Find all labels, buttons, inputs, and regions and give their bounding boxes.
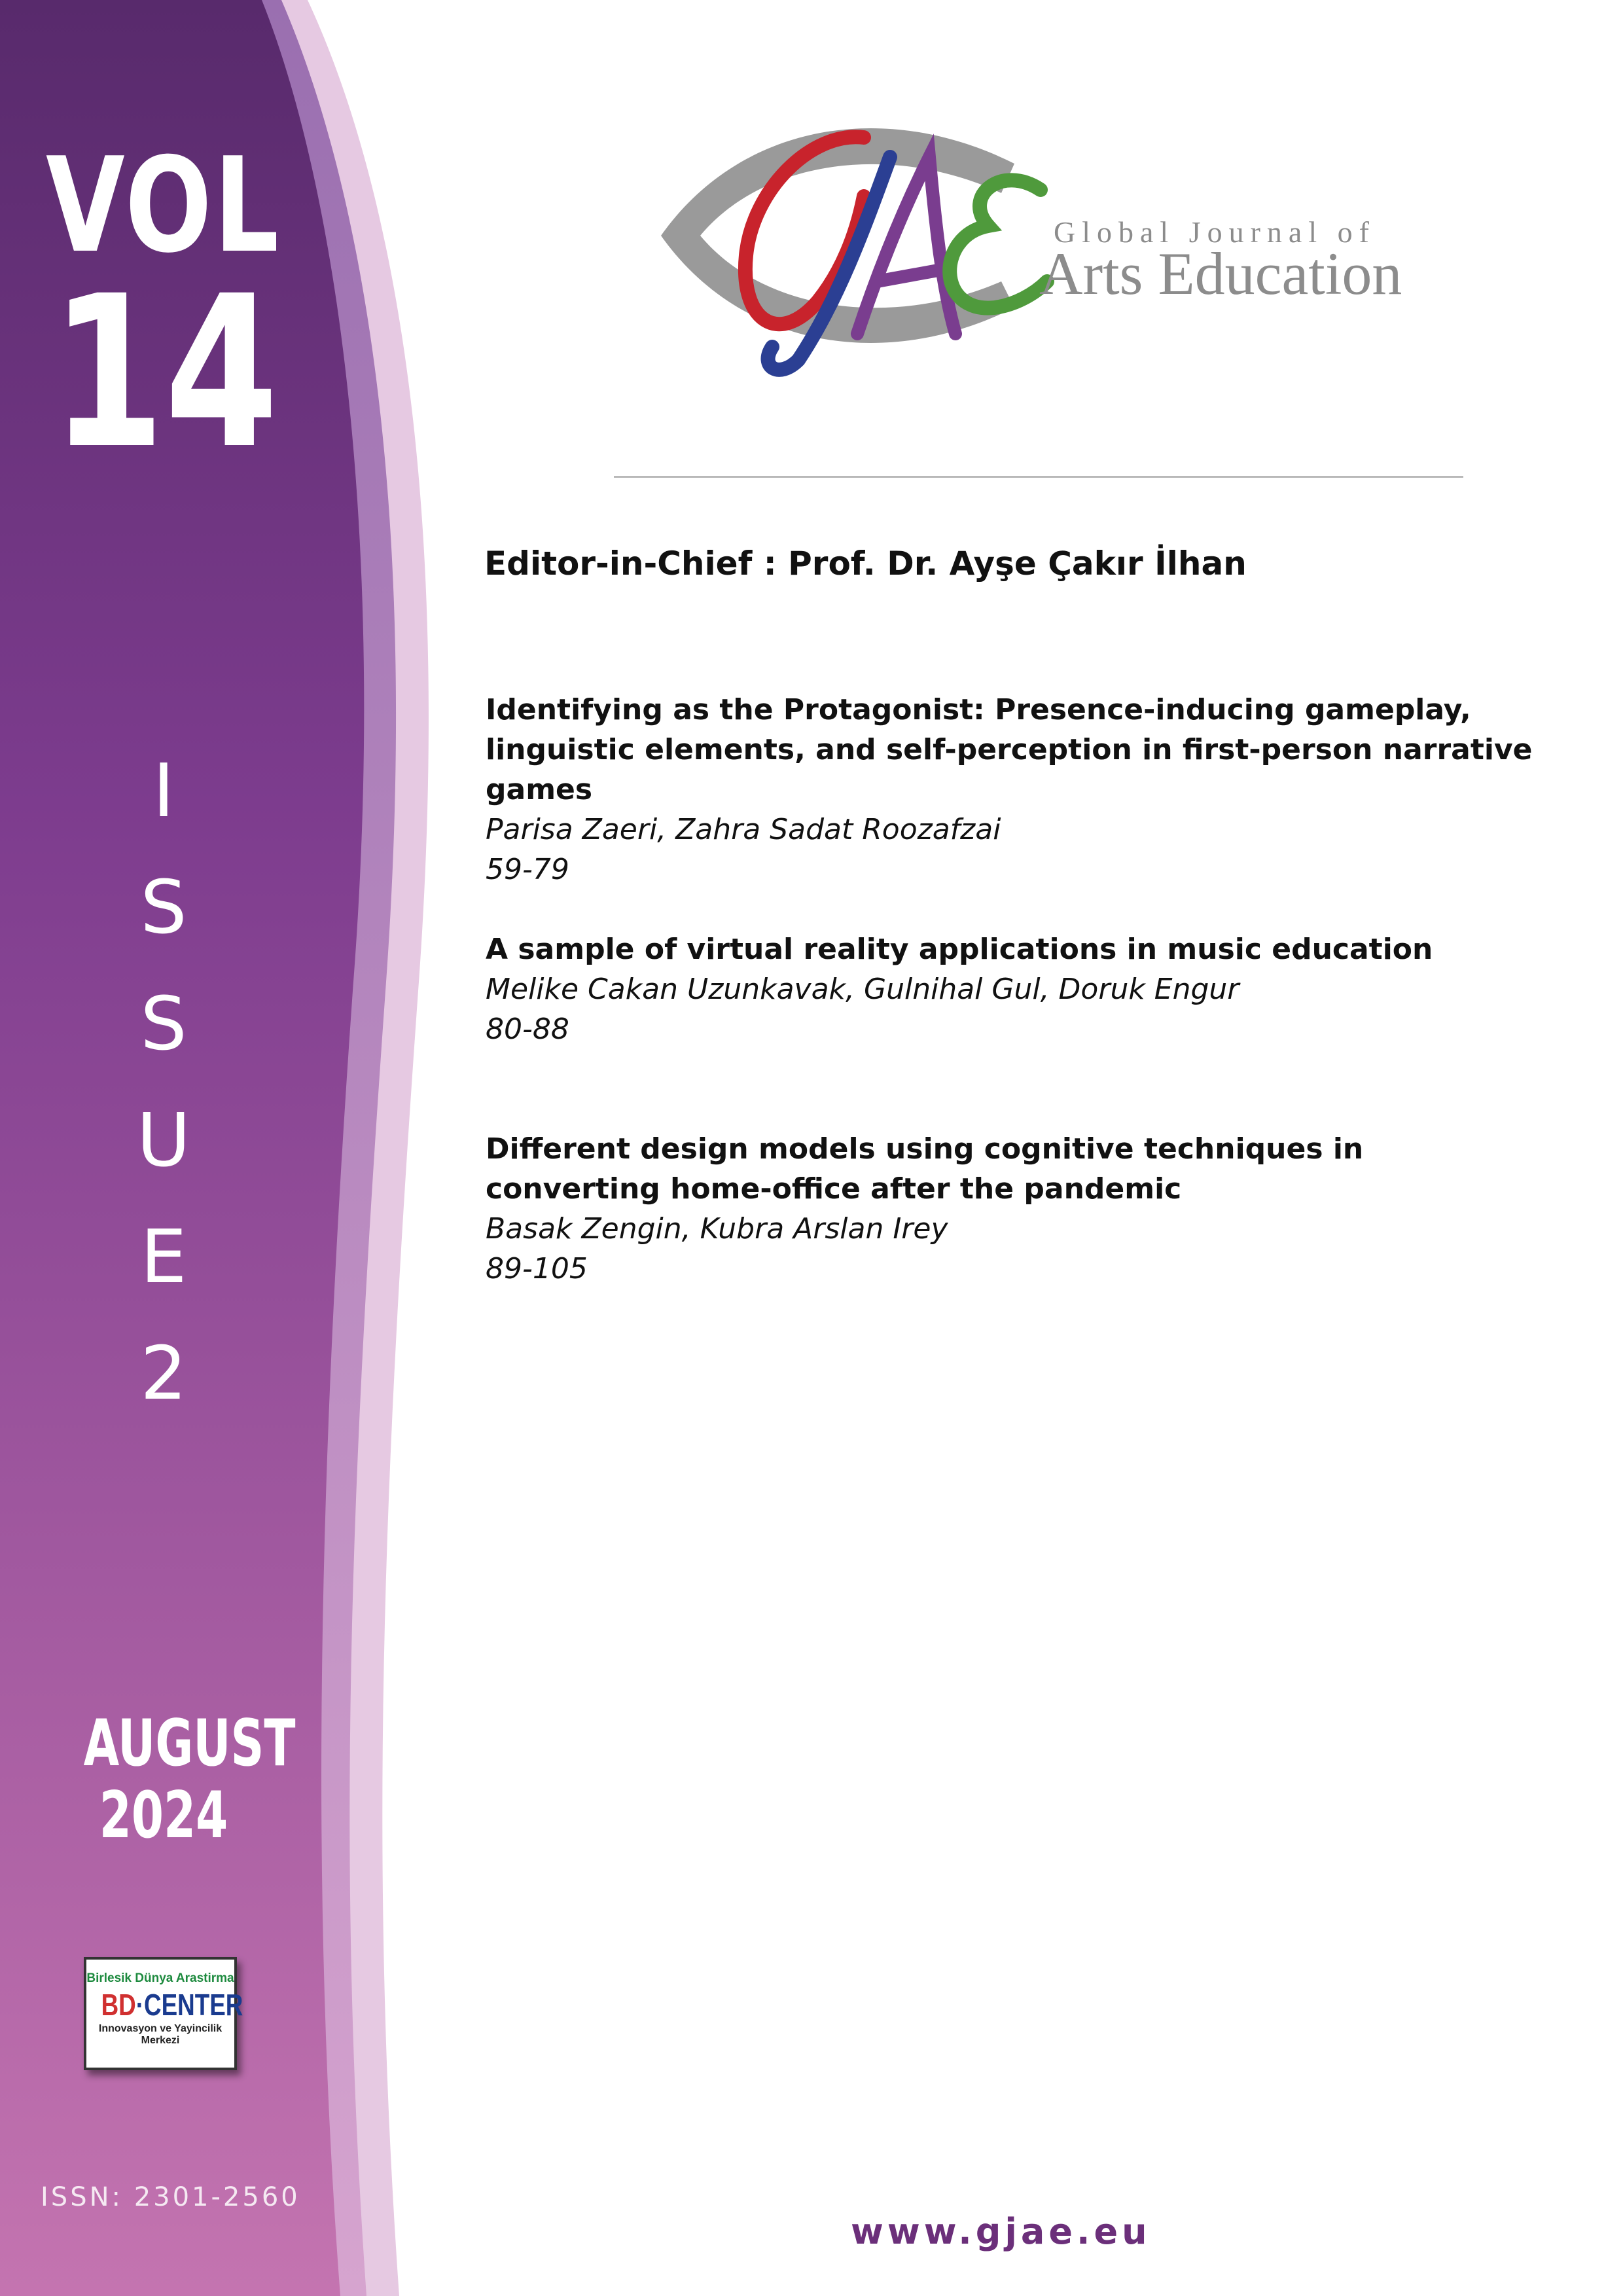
article-entry xyxy=(486,690,1546,889)
issue-letter: I xyxy=(152,749,175,834)
publisher-logo-bottom: Innovasyon ve Yayincilik Merkezi xyxy=(98,2022,223,2046)
issue-letter: U xyxy=(137,1098,190,1183)
article-entry xyxy=(486,1129,1546,1289)
issue-year: 2024 xyxy=(99,1778,228,1853)
article-pages: 80-88 xyxy=(486,1013,569,1046)
issue-number: 2 xyxy=(140,1331,187,1416)
article-entry xyxy=(486,929,1546,1049)
issn-number: ISSN: 2301-2560 xyxy=(41,2182,300,2212)
journal-name-line1: Global Journal of xyxy=(1054,215,1376,249)
header-divider xyxy=(614,476,1463,478)
article-authors: Basak Zengin, Kubra Arslan Irey xyxy=(486,1212,948,1246)
editor-in-chief: Editor-in-Chief : Prof. Dr. Ayşe Çakır İlhan xyxy=(484,545,1247,583)
volume-number: 14 xyxy=(51,251,279,495)
issue-month: AUGUST xyxy=(83,1706,296,1781)
publisher-logo xyxy=(84,1957,243,2070)
volume-label: VOL xyxy=(46,130,281,282)
journal-logo-mark xyxy=(648,85,1067,386)
article-pages: 89-105 xyxy=(486,1252,588,1285)
publisher-brand-left: BD xyxy=(101,1988,136,2022)
publisher-brand-right: CENTER xyxy=(144,1988,243,2022)
issue-letter: S xyxy=(140,865,187,950)
article-pages: 59-79 xyxy=(486,853,569,886)
article-authors: Parisa Zaeri, Zahra Sadat Roozafzai xyxy=(486,813,1001,846)
issue-letter: S xyxy=(140,982,187,1067)
issue-vertical-label xyxy=(98,733,229,1432)
publisher-logo-top: Birlesik Dünya Arastirma xyxy=(86,1971,234,1985)
journal-website[interactable]: www.gjae.eu xyxy=(851,2211,1151,2252)
publisher-logo-brand: BD·CENTER xyxy=(101,1988,243,2022)
journal-name-line2: Arts Education xyxy=(1039,240,1402,307)
logo-monogram: GJAE xyxy=(648,85,650,86)
article-authors: Melike Cakan Uzunkavak, Gulnihal Gul, Doruk Engur xyxy=(486,973,1240,1006)
issue-letter: E xyxy=(140,1215,187,1300)
article-title: A sample of virtual reality applications in music education xyxy=(486,933,1433,966)
article-title: Different design models using cognitive techniques in converting home-office after the pandemic xyxy=(486,1132,1364,1206)
article-title: Identifying as the Protagonist: Presence-inducing gameplay, linguistic elements, and self-perception in first-person narrative games xyxy=(486,693,1533,806)
